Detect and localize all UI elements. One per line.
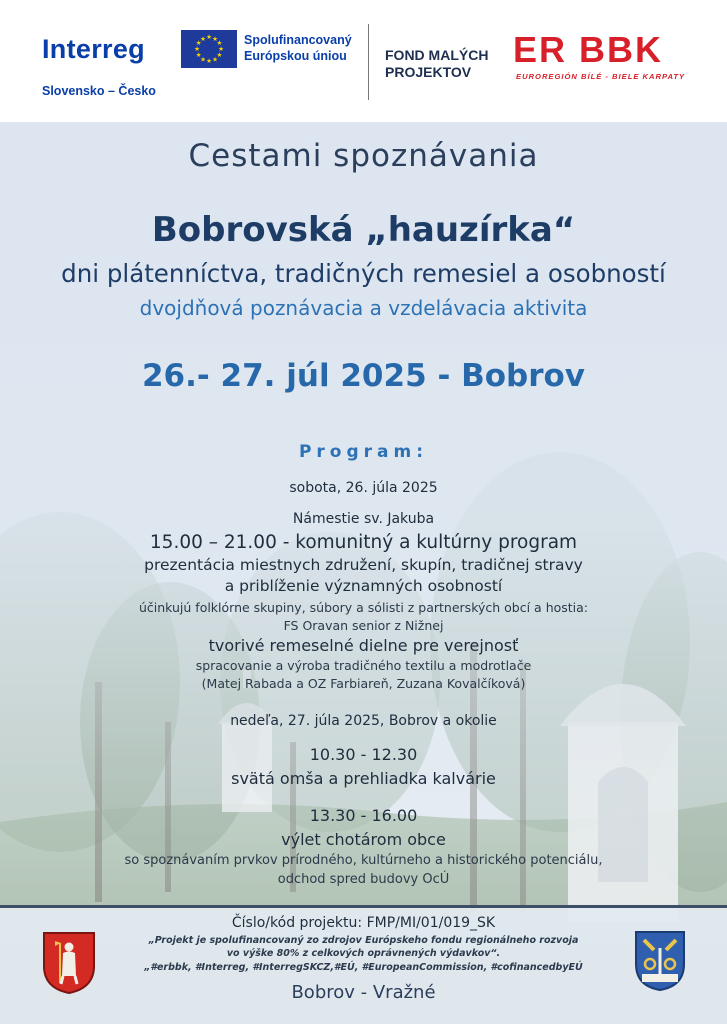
eu-line-2: Európskou úniou [244,49,347,63]
event-subtitle: dni plátenníctva, tradičných remesiel a osobností [61,259,666,288]
performers-line-1: účinkujú folklórne skupiny, súbory a sólisti z partnerských obcí a hostia: [138,600,589,615]
eu-star-icon: ★ [195,51,202,60]
workshop-description: spracovanie a výroba tradičného textilu a modrotlače [195,658,532,673]
day2-time-2: 13.30 - 16.00 [309,806,418,825]
project-code: Číslo/kód projektu: FMP/MI/01/019_SK [231,915,496,931]
fund-small-projects-logo [385,47,488,81]
eu-line-1: Spolufinancovaný [244,33,352,47]
funding-note-line-1: „Projekt je spolufinancovaný zo zdrojov Európskeho fondu regionálneho rozvoja [148,935,579,946]
day2-activity-1: svätá omša a prehliadka kalvárie [231,769,496,788]
funding-note-line-2: vo výške 80% z celkových oprávnených výdavkov“. [226,948,501,959]
interreg-region-label: Slovensko – Česko [42,84,156,98]
eu-star-icon: ★ [212,55,218,64]
hashtags: „#erbbk, #Interreg, #InterregSKCZ,#EÚ, #EuropeanCommission, #cofinancedbyEÚ [144,962,583,973]
day2-date: nedeľa, 27. júla 2025, Bobrov a okolie [230,713,497,729]
interreg-logo [42,34,145,65]
eu-star-icon: ★ [195,39,202,48]
eu-star-icon: ★ [200,34,206,43]
partner-villages: Bobrov - Vražné [291,982,436,1003]
eu-cofinanced-label [244,32,352,64]
fund-line-2: PROJEKTOV [385,64,472,80]
workshop-leaders: (Matej Rabada a OZ Farbiareň, Zuzana Kovalčíková) [201,676,526,691]
eu-star-icon: ★ [206,33,212,42]
vrazne-coat-of-arms-icon [634,930,686,992]
event-poster [0,122,727,1024]
day1-schedule: 15.00 – 21.00 - komunitný a kultúrny program [149,532,578,553]
day1-date: sobota, 26. júla 2025 [289,480,438,496]
eu-flag-icon [181,30,237,68]
series-title: Cestami spoznávania [188,138,539,174]
eu-star-icon: ★ [216,39,223,48]
day2-activity-2: výlet chotárom obce [281,830,446,849]
day1-place: Námestie sv. Jakuba [292,511,435,527]
eu-star-icon: ★ [206,57,212,66]
erbbk-subtitle: EUROREGIÓN BÍLÉ - BIELE KARPATY [516,72,686,81]
bobrov-coat-of-arms-icon [41,930,97,996]
day1-description-line-1: prezentácia miestnych združení, skupín, tradičnej stravy [144,556,583,574]
erbbk-logo: ER BBK [513,29,664,70]
performers-line-2: FS Oravan senior z Nižnej [283,618,444,633]
day2-time-1: 10.30 - 12.30 [309,745,418,764]
fund-line-1: FOND MALÝCH [385,47,489,63]
eu-star-icon: ★ [200,55,206,64]
program-heading: Program: [298,442,429,462]
day2-activity-2-detail: so spoznávaním prvkov prírodného, kultúrneho a historického potenciálu, [124,853,603,868]
eu-star-icon: ★ [218,45,224,54]
event-date: 26.- 27. júl 2025 - Bobrov [141,358,586,394]
eu-star-icon: ★ [216,51,223,60]
day1-description-line-2: a priblíženie významných osobností [224,577,503,595]
eu-star-icon: ★ [194,45,200,54]
interreg-logo-text: Interreg [42,34,145,64]
event-description: dvojdňová poznávacia a vzdelávacia aktivita [139,296,588,320]
workshop-title: tvorivé remeselné dielne pre verejnosť [208,636,519,655]
event-title: Bobrovská „hauzírka“ [151,210,576,250]
logo-header [0,0,727,122]
day2-activity-2-meeting-point: odchod spred budovy OcÚ [277,872,450,887]
header-divider [368,24,369,100]
eu-star-icon: ★ [212,34,218,43]
